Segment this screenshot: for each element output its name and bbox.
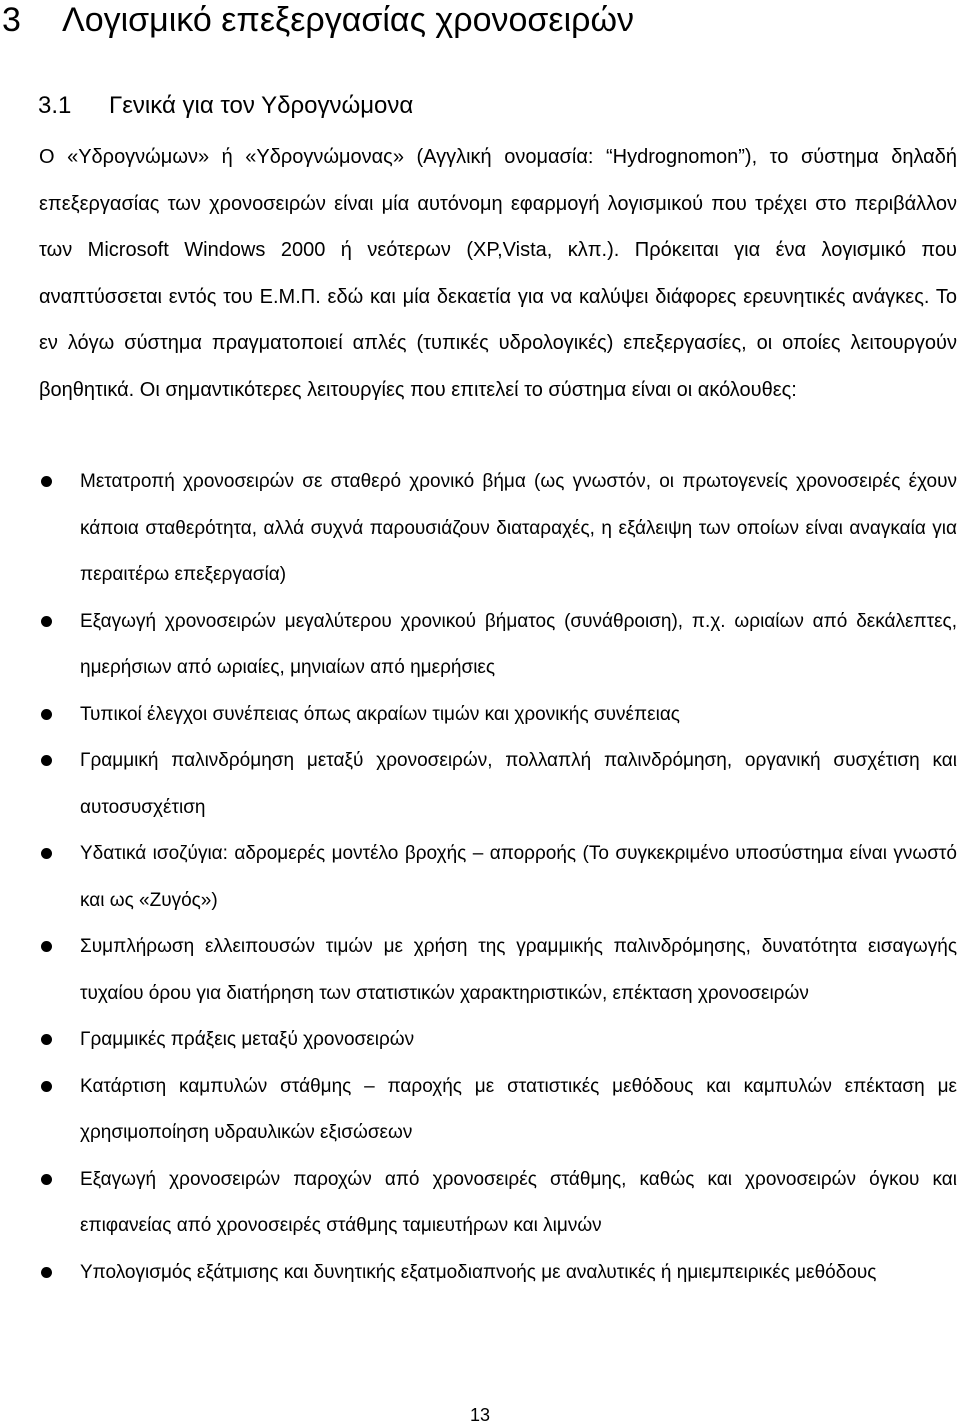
list-item [0,599,960,692]
bullet-icon [41,709,52,720]
bullet-icon [41,848,52,859]
list-item-text: Γραμμική παλινδρόμηση μεταξύ χρονοσειρών, πολλαπλή παλινδρόμηση, οργανική συσχέτιση και αυτοσυσχέτιση [80,750,957,818]
list-item-text: Συμπλήρωση ελλειπουσών τιμών με χρήση της γραμμικής παλινδρόμησης, δυνατότητα εισαγωγής τυχαίου όρου για διατήρηση των στατιστικών χαρακτηριστικών, επέκταση χρονοσειρών [80,936,957,1004]
chapter-heading [2,0,634,42]
bullet-icon [41,755,52,766]
list-item-text: Υπολογισμός εξάτμισης και δυνητικής εξατμοδιαπνοής με αναλυτικές ή ημιεμπειρικές μεθόδους [80,1261,877,1283]
section-heading [38,88,413,124]
list-item [0,692,960,739]
bullet-icon [41,1267,52,1278]
bullet-icon [41,476,52,487]
feature-list [0,459,960,1296]
chapter-title: Λογισμικό επεξεργασίας χρονοσειρών [62,1,635,39]
section-title: Γενικά για τον Υδρογνώμονα [109,92,414,119]
bullet-icon [41,941,52,952]
list-item-text: Μετατροπή χρονοσειρών σε σταθερό χρονικό βήμα (ως γνωστόν, οι πρωτογενείς χρονοσειρές έχουν κάποια σταθερότητα, αλλά συχνά παρουσιάζουν διαταραχές, η εξάλειψη των οποίων είναι αναγκαία για περαιτέρω επεξεργασία) [80,471,957,585]
list-item [0,459,960,599]
list-item [0,1064,960,1157]
list-item-text: Εξαγωγή χρονοσειρών μεγαλύτερου χρονικού βήματος (συνάθροιση), π.χ. ωριαίων από δεκάλεπτες, ημερήσιων από ωριαίες, μηνιαίων από ημερήσιες [80,610,957,678]
list-item [0,831,960,924]
list-item-text: Υδατικά ισοζύγια: αδρομερές μοντέλο βροχής – απορροής (Το συγκεκριμένο υποσύστημα είναι γνωστό και ως «Ζυγός») [80,843,957,911]
bullet-icon [41,1034,52,1045]
section-number: 3.1 [38,92,72,119]
list-item [0,924,960,1017]
chapter-number: 3 [2,1,21,39]
list-item-text: Κατάρτιση καμπυλών στάθμης – παροχής με στατιστικές μεθόδους και καμπυλών επέκταση με χρησιμοποίηση υδραυλικών εξισώσεων [80,1075,957,1143]
list-item [0,738,960,831]
page-number: 13 [469,1405,491,1425]
bullet-icon [41,1174,52,1185]
list-item-text: Τυπικοί έλεγχοι συνέπειας όπως ακραίων τιμών και χρονικής συνέπειας [80,703,680,725]
list-item [0,1157,960,1250]
list-item [0,1017,960,1064]
list-item [0,1250,960,1297]
bullet-icon [41,616,52,627]
bullet-icon [41,1081,52,1092]
list-item-text: Γραμμικές πράξεις μεταξύ χρονοσειρών [80,1029,415,1050]
list-item-text: Εξαγωγή χρονοσειρών παροχών από χρονοσειρές στάθμης, καθώς και χρονοσειρών όγκου και επιφανείας από χρονοσειρές στάθμης ταμιευτήρων και λιμνών [80,1168,957,1236]
intro-paragraph: Ο «Υδρογνώμων» ή «Υδρογνώμονας» (Αγγλική ονομασία: “Hydrognomon”), το σύστημα δηλαδή επεξεργασίας των χρονοσειρών είναι μία αυτόνομη εφαρμογή λογισμικού που τρέχει στο περιβάλλον των Microsoft Windows 2000 ή νεότερων (XP,Vista, κλπ.). Πρόκειται για ένα λογισμικό που αναπτύσσεται εντός του Ε.Μ.Π. εδώ και μία δεκαετία για να καλύψει διάφορες ερευνητικές ανάγκες. Το εν λόγω σύστημα πραγματοποιεί απλές (τυπικές υδρολογικές) επεξεργασίες, οι οποίες λειτουργούν βοηθητικά. Οι σημαντικότερες λειτουργίες που επιτελεί το σύστημα είναι οι ακόλουθες: [39,146,957,401]
